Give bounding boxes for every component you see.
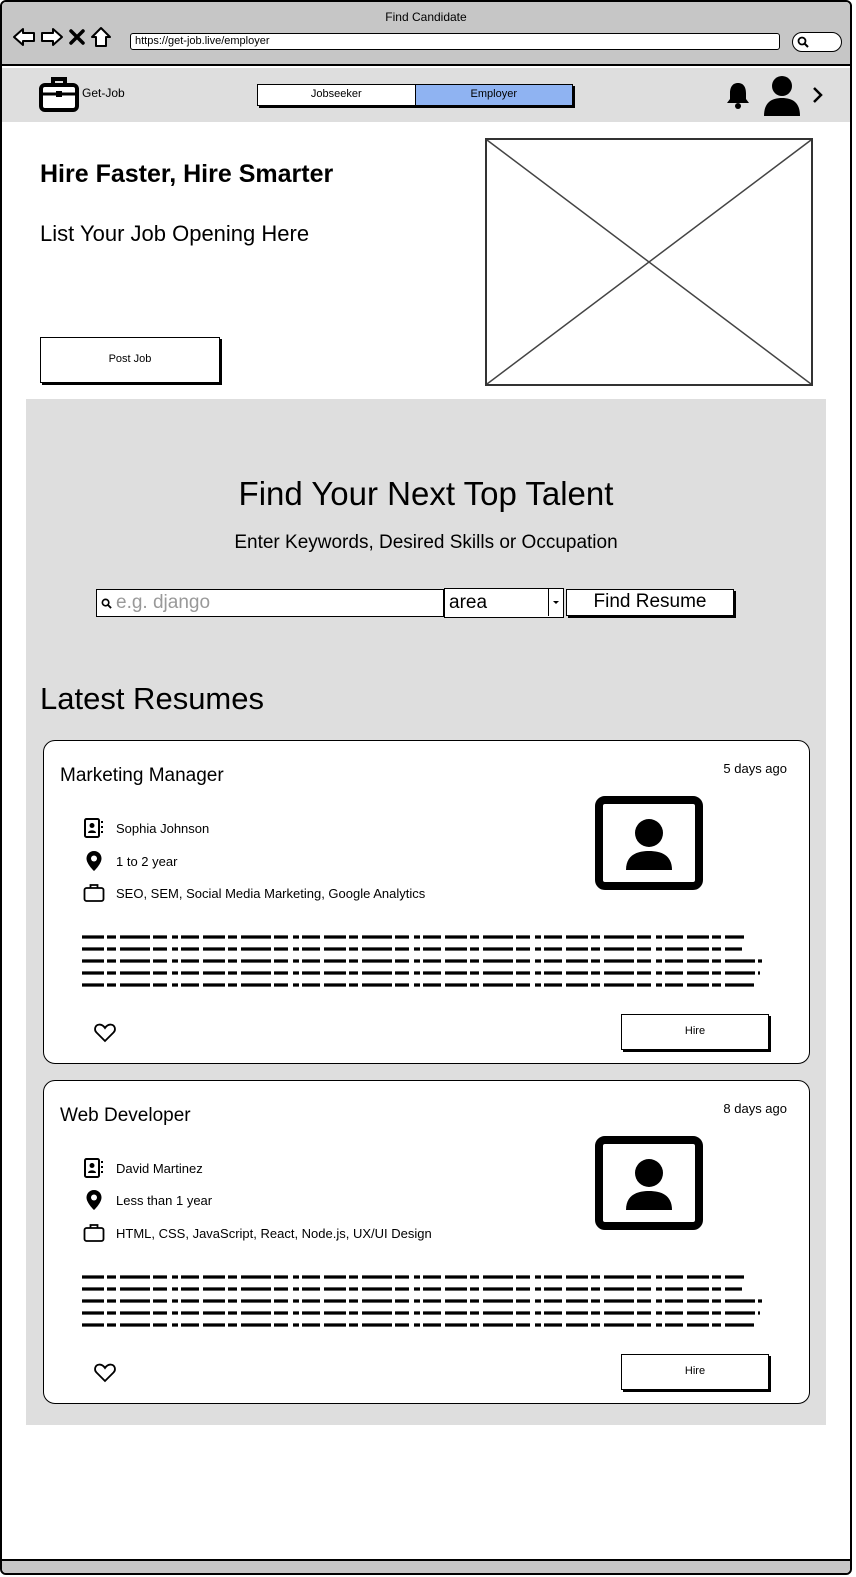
experience-row <box>82 850 177 872</box>
area-select-value: area <box>449 592 488 613</box>
tab-jobseeker[interactable]: Jobseeker <box>258 85 415 105</box>
caret-down-icon <box>549 589 563 615</box>
search-icon <box>797 36 809 48</box>
home-icon[interactable] <box>90 26 112 48</box>
candidate-name: Sophia Johnson <box>116 820 210 836</box>
close-icon[interactable] <box>68 26 86 48</box>
contact-card-icon <box>83 817 105 839</box>
experience-row <box>82 1189 212 1211</box>
candidate-name: David Martinez <box>116 1160 203 1176</box>
area-select[interactable] <box>444 588 564 618</box>
search-section <box>26 399 826 1425</box>
skills-row <box>82 1223 432 1243</box>
search-title: Find Your Next Top Talent <box>238 475 614 512</box>
person-icon <box>603 804 695 882</box>
hero-title: Hire Faster, Hire Smarter <box>40 160 334 188</box>
heart-icon[interactable] <box>94 1023 116 1043</box>
briefcase-icon <box>83 883 105 903</box>
app-header <box>2 68 850 122</box>
browser-chrome <box>2 2 850 66</box>
hero-subtitle: List Your Job Opening Here <box>40 221 310 246</box>
header-actions <box>724 74 824 116</box>
post-job-button[interactable]: Post Job <box>40 337 220 383</box>
candidate-experience: Less than 1 year <box>116 1192 213 1208</box>
dropdown-arrow[interactable] <box>548 589 563 616</box>
hire-button[interactable]: Hire <box>621 1354 769 1390</box>
hero-image-placeholder <box>485 138 813 386</box>
latest-resumes-title: Latest Resumes <box>40 681 264 716</box>
search-icon <box>101 598 112 609</box>
search-subtitle: Enter Keywords, Desired Skills or Occupation <box>234 532 618 553</box>
resume-card[interactable] <box>43 740 810 1064</box>
resume-card[interactable] <box>43 1080 810 1404</box>
candidate-skills: HTML, CSS, JavaScript, React, Node.js, UX/UI Design <box>116 1225 432 1241</box>
candidate-skills: SEO, SEM, Social Media Marketing, Google Analytics <box>116 885 426 901</box>
briefcase-icon <box>83 1223 105 1243</box>
forward-arrow-icon[interactable] <box>40 26 64 48</box>
bell-icon[interactable] <box>724 80 752 110</box>
keyword-placeholder: e.g. django <box>116 592 211 613</box>
browser-nav <box>12 26 112 48</box>
role-switcher <box>257 84 573 106</box>
candidate-avatar <box>595 1136 703 1230</box>
browser-search[interactable] <box>792 32 842 52</box>
find-resume-button[interactable]: Find Resume <box>566 589 734 616</box>
image-placeholder-icon <box>487 140 811 384</box>
window-title: Find Candidate <box>385 10 467 24</box>
candidate-experience: 1 to 2 year <box>116 853 178 869</box>
browser-status-bar <box>2 1559 850 1573</box>
url-bar[interactable]: https://get-job.live/employer <box>130 33 780 50</box>
brand-name: Get-Job <box>82 86 125 100</box>
brand[interactable] <box>38 74 125 114</box>
location-pin-icon <box>85 850 103 872</box>
location-pin-icon <box>85 1189 103 1211</box>
description-scribble <box>82 1271 762 1336</box>
resume-title: Web Developer <box>60 1105 191 1126</box>
candidate-name-row <box>82 817 209 839</box>
candidate-name-row <box>82 1157 203 1179</box>
resume-posted-time: 5 days ago <box>723 761 787 776</box>
contact-card-icon <box>83 1157 105 1179</box>
resume-posted-time: 8 days ago <box>723 1101 787 1116</box>
skills-row <box>82 883 425 903</box>
resume-title: Marketing Manager <box>60 765 224 786</box>
keyword-input[interactable] <box>96 589 444 617</box>
tab-employer[interactable]: Employer <box>415 85 573 105</box>
candidate-avatar <box>595 796 703 890</box>
briefcase-icon <box>38 74 80 114</box>
hire-button[interactable]: Hire <box>621 1014 769 1050</box>
description-scribble <box>82 931 762 996</box>
user-icon[interactable] <box>762 74 802 116</box>
back-arrow-icon[interactable] <box>12 26 36 48</box>
chevron-right-icon[interactable] <box>812 85 824 105</box>
person-icon <box>603 1144 695 1222</box>
heart-icon[interactable] <box>94 1363 116 1383</box>
